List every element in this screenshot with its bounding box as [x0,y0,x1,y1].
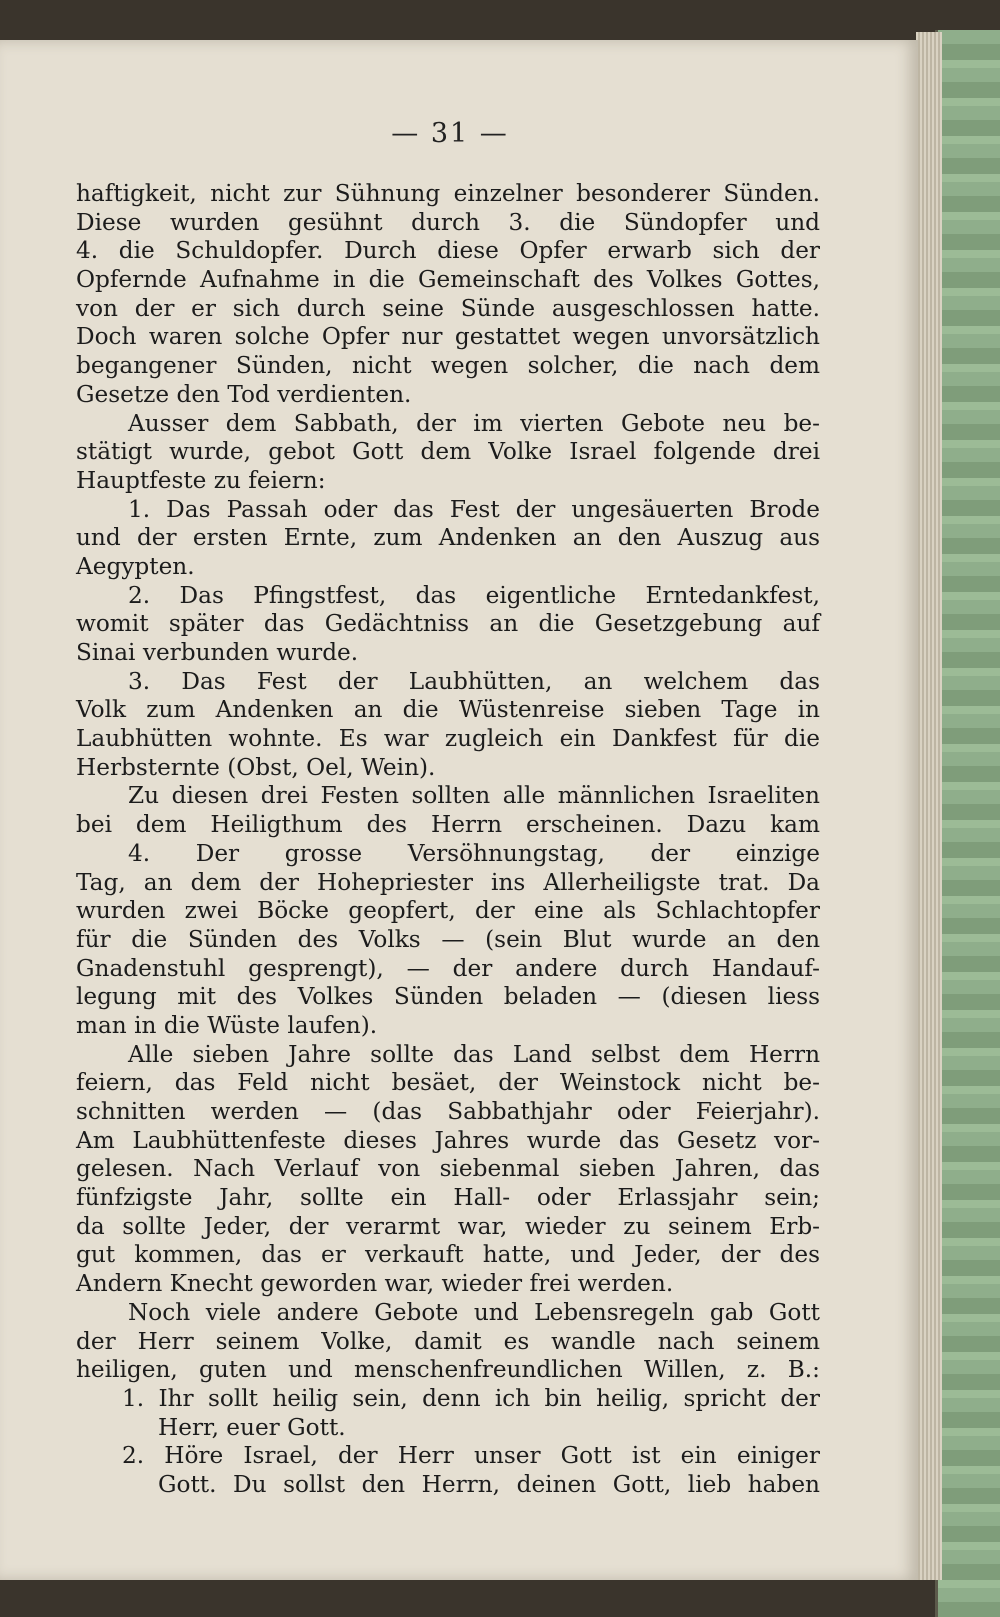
text-line: heiligen, guten und menschenfreundlichen Willen, z. B.: [76,1356,820,1384]
book-page [0,40,918,1580]
text-line: 2. Das Pfingstfest, das eigentliche Erntedankfest, [128,581,820,609]
text-line: fünfzigste Jahr, sollte ein Hall- oder Erlassjahr sein; [76,1184,820,1212]
text-line: Ausser dem Sabbath, der im vierten Gebote neu be- [128,409,820,437]
text-line: womit später das Gedächtniss an die Gesetzgebung auf [76,610,820,638]
page-number: — 31 — [391,118,509,149]
text-line: 1. Ihr sollt heilig sein, denn ich bin heilig, spricht der [122,1384,820,1412]
text-line: stätigt wurde, gebot Gott dem Volke Israel folgende drei [76,438,820,466]
text-line: feiern, das Feld nicht besäet, der Weinstock nicht be- [76,1069,820,1097]
text-line: Doch waren solche Opfer nur gestattet wegen unvorsätzlich [76,323,820,351]
text-line: Opfernde Aufnahme in die Gemeinschaft des Volkes Gottes, [76,266,820,294]
text-line: Am Laubhüttenfeste dieses Jahres wurde das Gesetz vor- [76,1126,820,1154]
text-line: gut kommen, das er verkauft hatte, und Jeder, der des [76,1241,820,1269]
text-line: 4. die Schuldopfer. Durch diese Opfer erwarb sich der [76,237,820,265]
text-line: und der ersten Ernte, zum Andenken an den Auszug aus [76,524,820,552]
page-stack-edge [916,32,942,1580]
text-line: Herbsternte (Obst, Oel, Wein). [76,753,436,781]
text-line: für die Sünden des Volks — (sein Blut wurde an den [76,925,820,953]
text-line: Andern Knecht geworden war, wieder frei werden. [76,1270,674,1298]
text-line: von der er sich durch seine Sünde ausgeschlossen hatte. [76,294,820,322]
text-line: Herr, euer Gott. [158,1413,346,1441]
text-line: 1. Das Passah oder das Fest der ungesäuerten Brode [128,495,820,523]
text-line: Gnadenstuhl gesprengt), — der andere durch Handauf- [76,954,820,982]
text-line: Sinai verbunden wurde. [76,639,359,666]
text-line: Laubhütten wohnte. Es war zugleich ein Dankfest für die [76,725,820,753]
text-line: Noch viele andere Gebote und Lebensregeln gab Gott [128,1298,820,1326]
text-line: schnitten werden — (das Sabbathjahr oder Feierjahr). [76,1098,820,1125]
text-line: wurden zwei Böcke geopfert, der eine als Schlachtopfer [76,897,820,925]
text-line: Volk zum Andenken an die Wüstenreise sieben Tage in [76,696,820,724]
text-line: da sollte Jeder, der verarmt war, wieder zu seinem Erb- [76,1212,820,1240]
text-line: 4. Der grosse Versöhnungstag, der einzige [128,839,820,867]
text-line: 2. Höre Israel, der Herr unser Gott ist ein einiger [122,1442,820,1470]
text-line: Zu diesen drei Festen sollten alle männlichen Israeliten [128,782,820,810]
text-line: Hauptfeste zu feiern: [76,466,326,494]
text-line: gelesen. Nach Verlauf von siebenmal sieben Jahren, das [76,1155,820,1183]
text-line: man in die Wüste laufen). [76,1011,378,1039]
text-line: Tag, an dem der Hohepriester ins Allerheiligste trat. Da [76,868,820,896]
text-line: begangener Sünden, nicht wegen solcher, die nach dem [76,352,820,380]
page-text [76,180,820,1500]
text-line: der Herr seinem Volke, damit es wandle nach seinem [76,1327,820,1355]
book-cover-edge [935,30,1000,1617]
text-line: legung mit des Volkes Sünden beladen — (diesen liess [76,983,820,1011]
text-line: haftigkeit, nicht zur Sühnung einzelner besonderer Sünden. [76,180,820,207]
text-line: Gesetze den Tod verdienten. [76,380,412,408]
text-line: Aegypten. [76,552,195,580]
text-line: Alle sieben Jahre sollte das Land selbst dem Herrn [128,1040,820,1068]
text-line: 3. Das Fest der Laubhütten, an welchem das [128,667,820,695]
text-line: Gott. Du sollst den Herrn, deinen Gott, lieb haben [158,1470,820,1498]
text-line: bei dem Heiligthum des Herrn erscheinen. Dazu kam [76,811,820,839]
text-line: Diese wurden gesühnt durch 3. die Sündopfer und [76,208,820,236]
